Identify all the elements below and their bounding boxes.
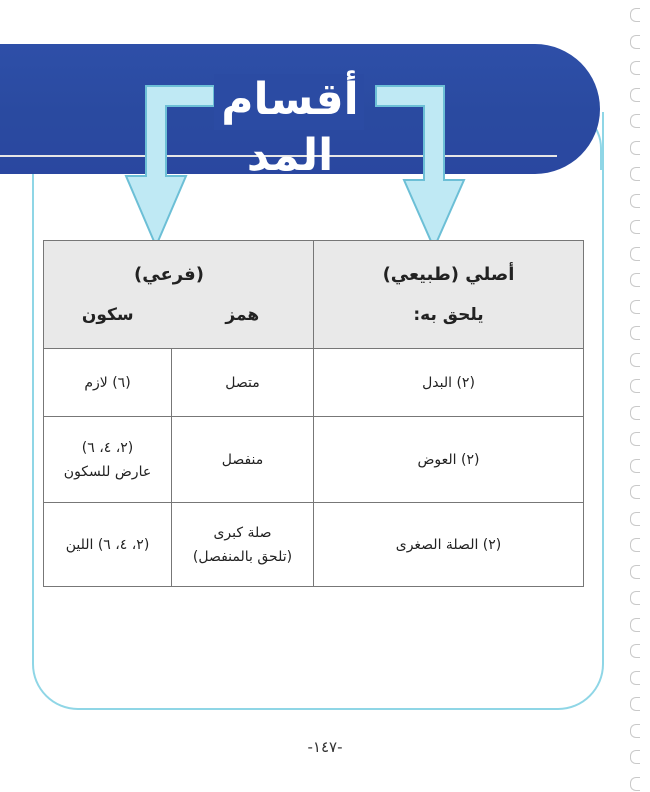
binder-ring <box>630 114 640 128</box>
binder-ring <box>630 485 640 499</box>
cell-asli: (٢) العوض <box>314 417 584 503</box>
cell-asli: (٢) البدل <box>314 349 584 417</box>
cell-hamz <box>172 503 314 587</box>
binder-ring <box>630 406 640 420</box>
page-title: أقسام المد <box>221 74 359 181</box>
cell-sukoon-line1: (٢، ٤، ٦) <box>81 439 134 456</box>
binder-ring <box>630 273 640 287</box>
binder-ring <box>630 512 640 526</box>
cell-hamz: متصل <box>172 349 314 417</box>
cell-hamz: منفصل <box>172 417 314 503</box>
header-hamz: همز <box>225 305 260 325</box>
binder-ring <box>630 379 640 393</box>
table-row <box>44 417 584 503</box>
binder-ring <box>630 247 640 261</box>
cell-sukoon-line2: عارض للسكون <box>63 463 152 480</box>
binder-ring <box>630 35 640 49</box>
binder-ring <box>630 644 640 658</box>
binder-ring <box>630 432 640 446</box>
table-row <box>44 503 584 587</box>
right-arrow-icon <box>370 80 490 255</box>
cell-sukoon <box>44 417 172 503</box>
binder-ring <box>630 777 640 791</box>
binder-ring <box>630 671 640 685</box>
cell-asli: (٢) الصلة الصغرى <box>314 503 584 587</box>
binder-ring <box>630 591 640 605</box>
binder-ring <box>630 565 640 579</box>
header-asli <box>314 241 584 349</box>
header-asli-subtitle: يلحق به: <box>413 305 484 325</box>
left-arrow-icon <box>110 80 220 255</box>
table-row <box>44 349 584 417</box>
binder-ring <box>630 459 640 473</box>
madd-table <box>43 240 583 586</box>
binder-ring <box>630 220 640 234</box>
cell-sukoon: (٢، ٤، ٦) اللين <box>44 503 172 587</box>
binder-ring <box>630 141 640 155</box>
binder-ring <box>630 618 640 632</box>
binder-ring <box>630 353 640 367</box>
binder-ring <box>630 8 640 22</box>
binder-ring <box>630 724 640 738</box>
binder-ring <box>630 326 640 340</box>
header-farei-title: (فرعي) <box>134 264 204 285</box>
binder-ring <box>630 300 640 314</box>
binder-ring <box>630 194 640 208</box>
binder-rings <box>624 0 650 792</box>
cell-hamz-line2: (تلحق بالمنفصل) <box>192 548 293 565</box>
binder-ring <box>630 167 640 181</box>
cell-hamz-line1: صلة كبرى <box>213 524 272 541</box>
cell-sukoon: (٦) لازم <box>44 349 172 417</box>
binder-ring <box>630 538 640 552</box>
header-sukoon: سكون <box>81 305 134 325</box>
binder-ring <box>630 61 640 75</box>
binder-ring <box>630 697 640 711</box>
binder-ring <box>630 88 640 102</box>
page-number: -١٤٧- <box>307 738 343 756</box>
header-asli-title: أصلي (طبيعي) <box>382 264 515 285</box>
header-farei <box>44 241 314 349</box>
